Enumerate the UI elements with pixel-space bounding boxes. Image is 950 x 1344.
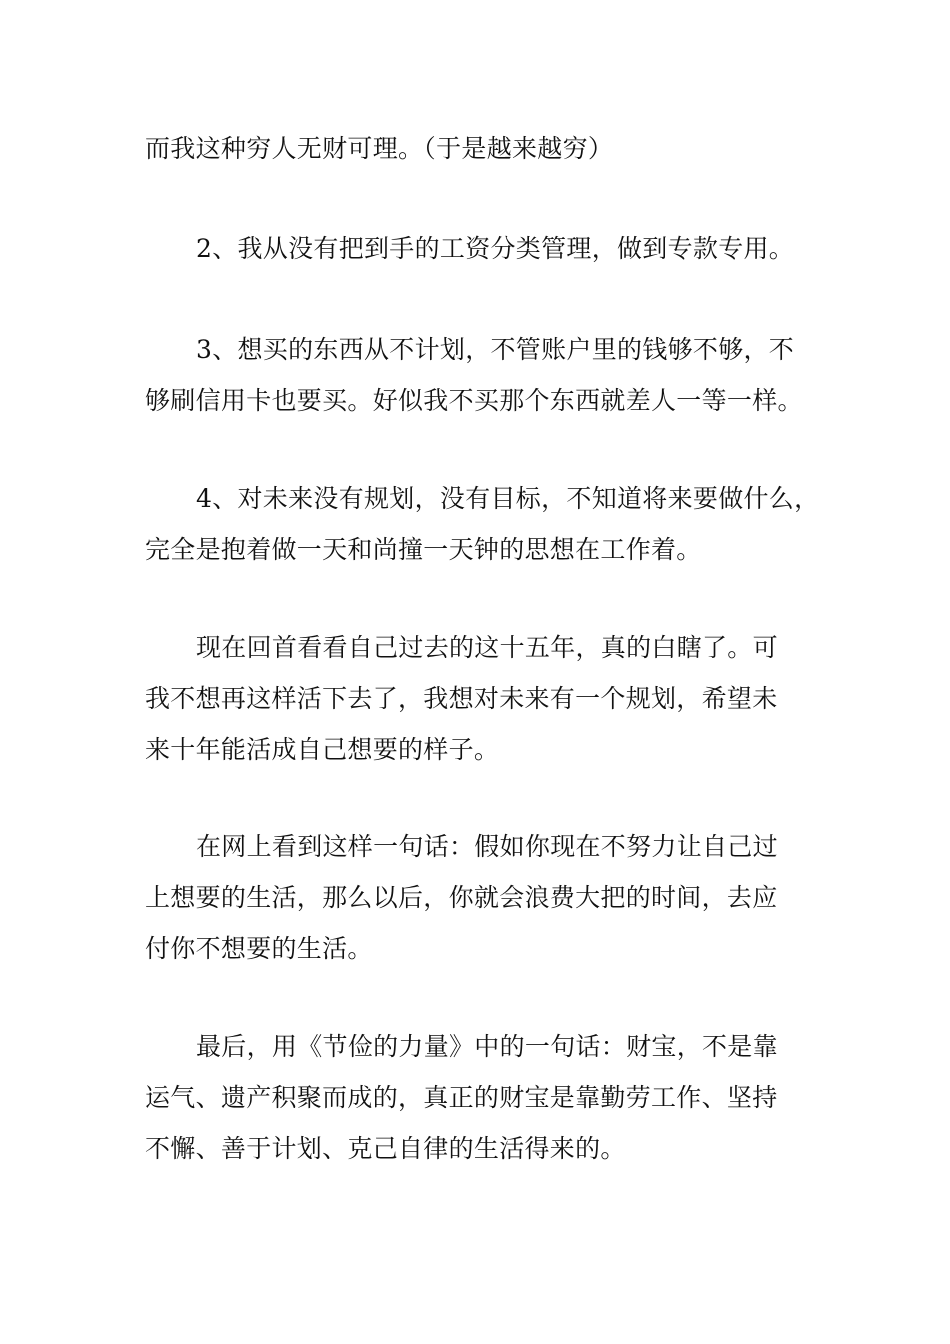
paragraph-2-line-1: 2、我从没有把到手的工资分类管理，做到专款专用。	[196, 234, 795, 263]
paragraph-7-line-1: 最后，用《节俭的力量》中的一句话：财宝，不是靠	[196, 1032, 778, 1061]
paragraph-7-line-2: 运气、遗产积聚而成的，真正的财宝是靠勤劳工作、坚持	[145, 1083, 778, 1112]
paragraph-5-line-1: 现在回首看看自己过去的这十五年，真的白瞎了。可	[196, 633, 778, 662]
paragraph-3-line-2: 够刷信用卡也要买。好似我不买那个东西就差人一等一样。	[145, 386, 803, 415]
paragraph-4-line-1: 4、对未来没有规划，没有目标，不知道将来要做什么，	[196, 484, 820, 513]
paragraph-5-line-3: 来十年能活成自己想要的样子。	[145, 735, 500, 764]
paragraph-6-line-3: 付你不想要的生活。	[145, 934, 373, 963]
paragraph-6-line-1: 在网上看到这样一句话：假如你现在不努力让自己过	[196, 832, 778, 861]
paragraph-7-line-3: 不懈、善于计划、克己自律的生活得来的。	[145, 1134, 626, 1163]
paragraph-6-line-2: 上想要的生活，那么以后，你就会浪费大把的时间，去应	[145, 883, 778, 912]
paragraph-4-line-2: 完全是抱着做一天和尚撞一天钟的思想在工作着。	[145, 535, 702, 564]
paragraph-3-line-1: 3、想买的东西从不计划，不管账户里的钱够不够，不	[196, 335, 795, 364]
paragraph-5-line-2: 我不想再这样活下去了，我想对未来有一个规划，希望未	[145, 684, 778, 713]
paragraph-1-line-1: 而我这种穷人无财可理。（于是越来越穷）	[145, 134, 614, 163]
